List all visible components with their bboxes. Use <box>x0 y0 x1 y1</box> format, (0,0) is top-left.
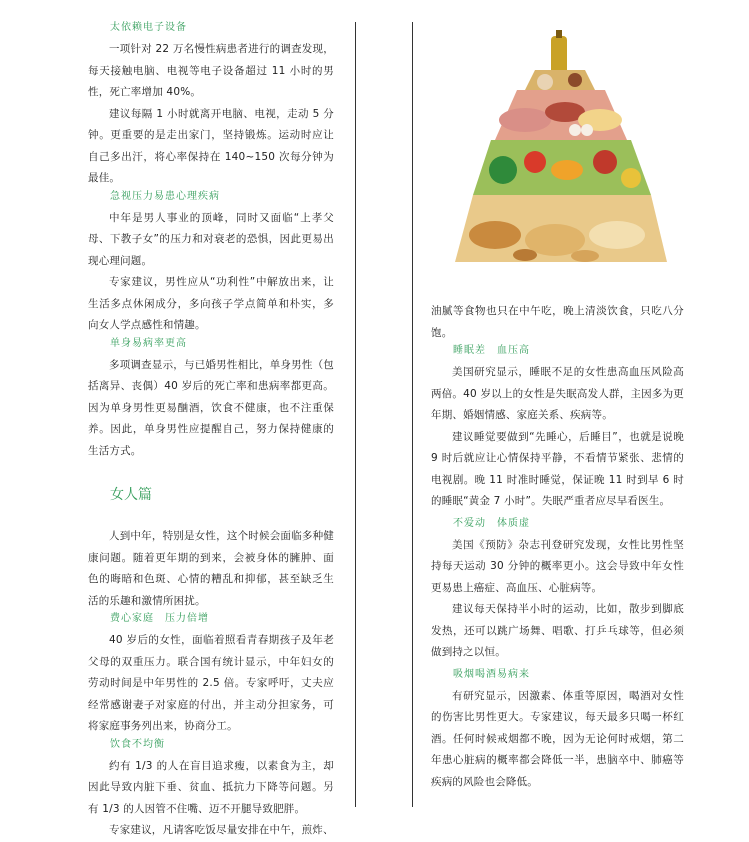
subheading-single: 单身易病率更高 <box>110 337 187 349</box>
section-heading-women: 女人篇 <box>110 487 152 503</box>
paragraph: 油腻等食物也只在中午吃，晚上清淡饮食，只吃八分饱。 <box>431 305 684 339</box>
paragraph: 中年是男人事业的顶峰，同时又面临“上孝父母、下教子女”的压力和对衰老的恐惧，因此更易出现心理问题。 <box>88 211 334 267</box>
paragraph: 有研究显示，因激素、体重等原因，喝酒对女性的伤害比男性更大。专家建议，每天最多只喝一杯红酒。任何时候戒烟都不晚，因为无论何时戒烟，第二年患心脏病的概率都会降低一半，患脑卒中、肺癌等疾病的风险也会降低。 <box>431 689 684 788</box>
paragraph: 建议睡觉要做到“先睡心，后睡目”，也就是说晚 9 时后就应让心情保持平静，不看情节紧张、悲情的电视剧。晚 11 时准时睡觉，保证晚 11 时到早 6 时的睡眠“黄金 7 小时”。失眠严重者应尽早看医生。 <box>431 430 684 507</box>
paragraph: 一项针对 22 万名慢性病患者进行的调查发现，每天接触电脑、电视等电子设备超过 11 小时的男性，死亡率增加 40%。 <box>88 43 334 98</box>
column-divider-left <box>355 22 356 807</box>
paragraph: 专家建议，凡请客吃饭尽量安排在中午，煎炸、 <box>109 824 334 836</box>
subheading-smoking: 吸烟喝酒易病来 <box>453 668 530 680</box>
column-divider-right <box>412 22 413 807</box>
paragraph: 人到中年，特别是女性，这个时候会面临多种健康问题。随着更年期的到来，会被身体的臃肿、面色的晦暗和色斑、心情的糟乱和抑郁，甚至缺乏生活的乐趣和激情所困扰。 <box>88 530 334 607</box>
subheading-sleep: 睡眠差 血压高 <box>453 345 530 356</box>
subheading-diet: 饮食不均衡 <box>110 738 165 750</box>
subheading-family: 费心家庭 压力倍增 <box>110 613 209 624</box>
left-column <box>88 0 334 842</box>
paragraph: 美国研究显示，睡眠不足的女性患高血压风险高两倍。40 岁以上的女性是失眠高发人群，主因多为更年期、婚姻情感、家庭关系、疾病等。 <box>431 366 684 421</box>
right-column <box>431 0 684 793</box>
paragraph: 专家建议，男性应从“功利性”中解放出来，让生活多点休闲成分，多向孩子学点简单和朴实，多向女人学点感性和情趣。 <box>88 276 334 331</box>
subheading-stress: 急视压力易患心理疾病 <box>110 190 220 202</box>
paragraph: 40 岁后的女性，面临着照看青春期孩子及年老父母的双重压力。联合国有统计显示，中年妇女的劳动时间是中年男性的 2.5 倍。专家呼吁，丈夫应经常感谢妻子对家庭的付出，并主动分担家务，可将家庭事务列出来，协商分工。 <box>88 634 334 732</box>
subheading-electronics: 太依赖电子设备 <box>110 22 187 33</box>
paragraph: 美国《预防》杂志刊登研究发现，女性比男性坚持每天运动 30 分钟的概率更小。这会导致中年女性更易患上癌症、高血压、心脏病等。 <box>431 538 684 594</box>
subheading-exercise: 不爱动 体质虚 <box>453 517 530 529</box>
paragraph: 建议每隔 1 小时就离开电脑、电视，走动 5 分钟。更重要的是走出家门，坚持锻炼。运动时应让自己多出汗，将心率保持在 140~150 次每分钟为最佳。 <box>88 107 334 184</box>
paragraph: 约有 1/3 的人在盲目追求瘦，以素食为主，却因此导致内脏下垂、贫血、抵抗力下降等问题。另有 1/3 的人因管不住嘴、迈不开腿导致肥胖。 <box>88 759 334 815</box>
paragraph: 建议每天保持半小时的运动，比如，散步到脚底发热，还可以跳广场舞、唱歌、打乒乓球等，但必须做到持之以恒。 <box>431 603 684 658</box>
paragraph: 多项调查显示，与已婚男性相比，单身男性（包括离异、丧偶）40 岁后的死亡率和患病率都更高。因为单身男性更易酗酒，饮食不健康，也不注重保养。因此，单身男性应提醒自己，努力保持健康的生活方式。 <box>88 358 334 457</box>
